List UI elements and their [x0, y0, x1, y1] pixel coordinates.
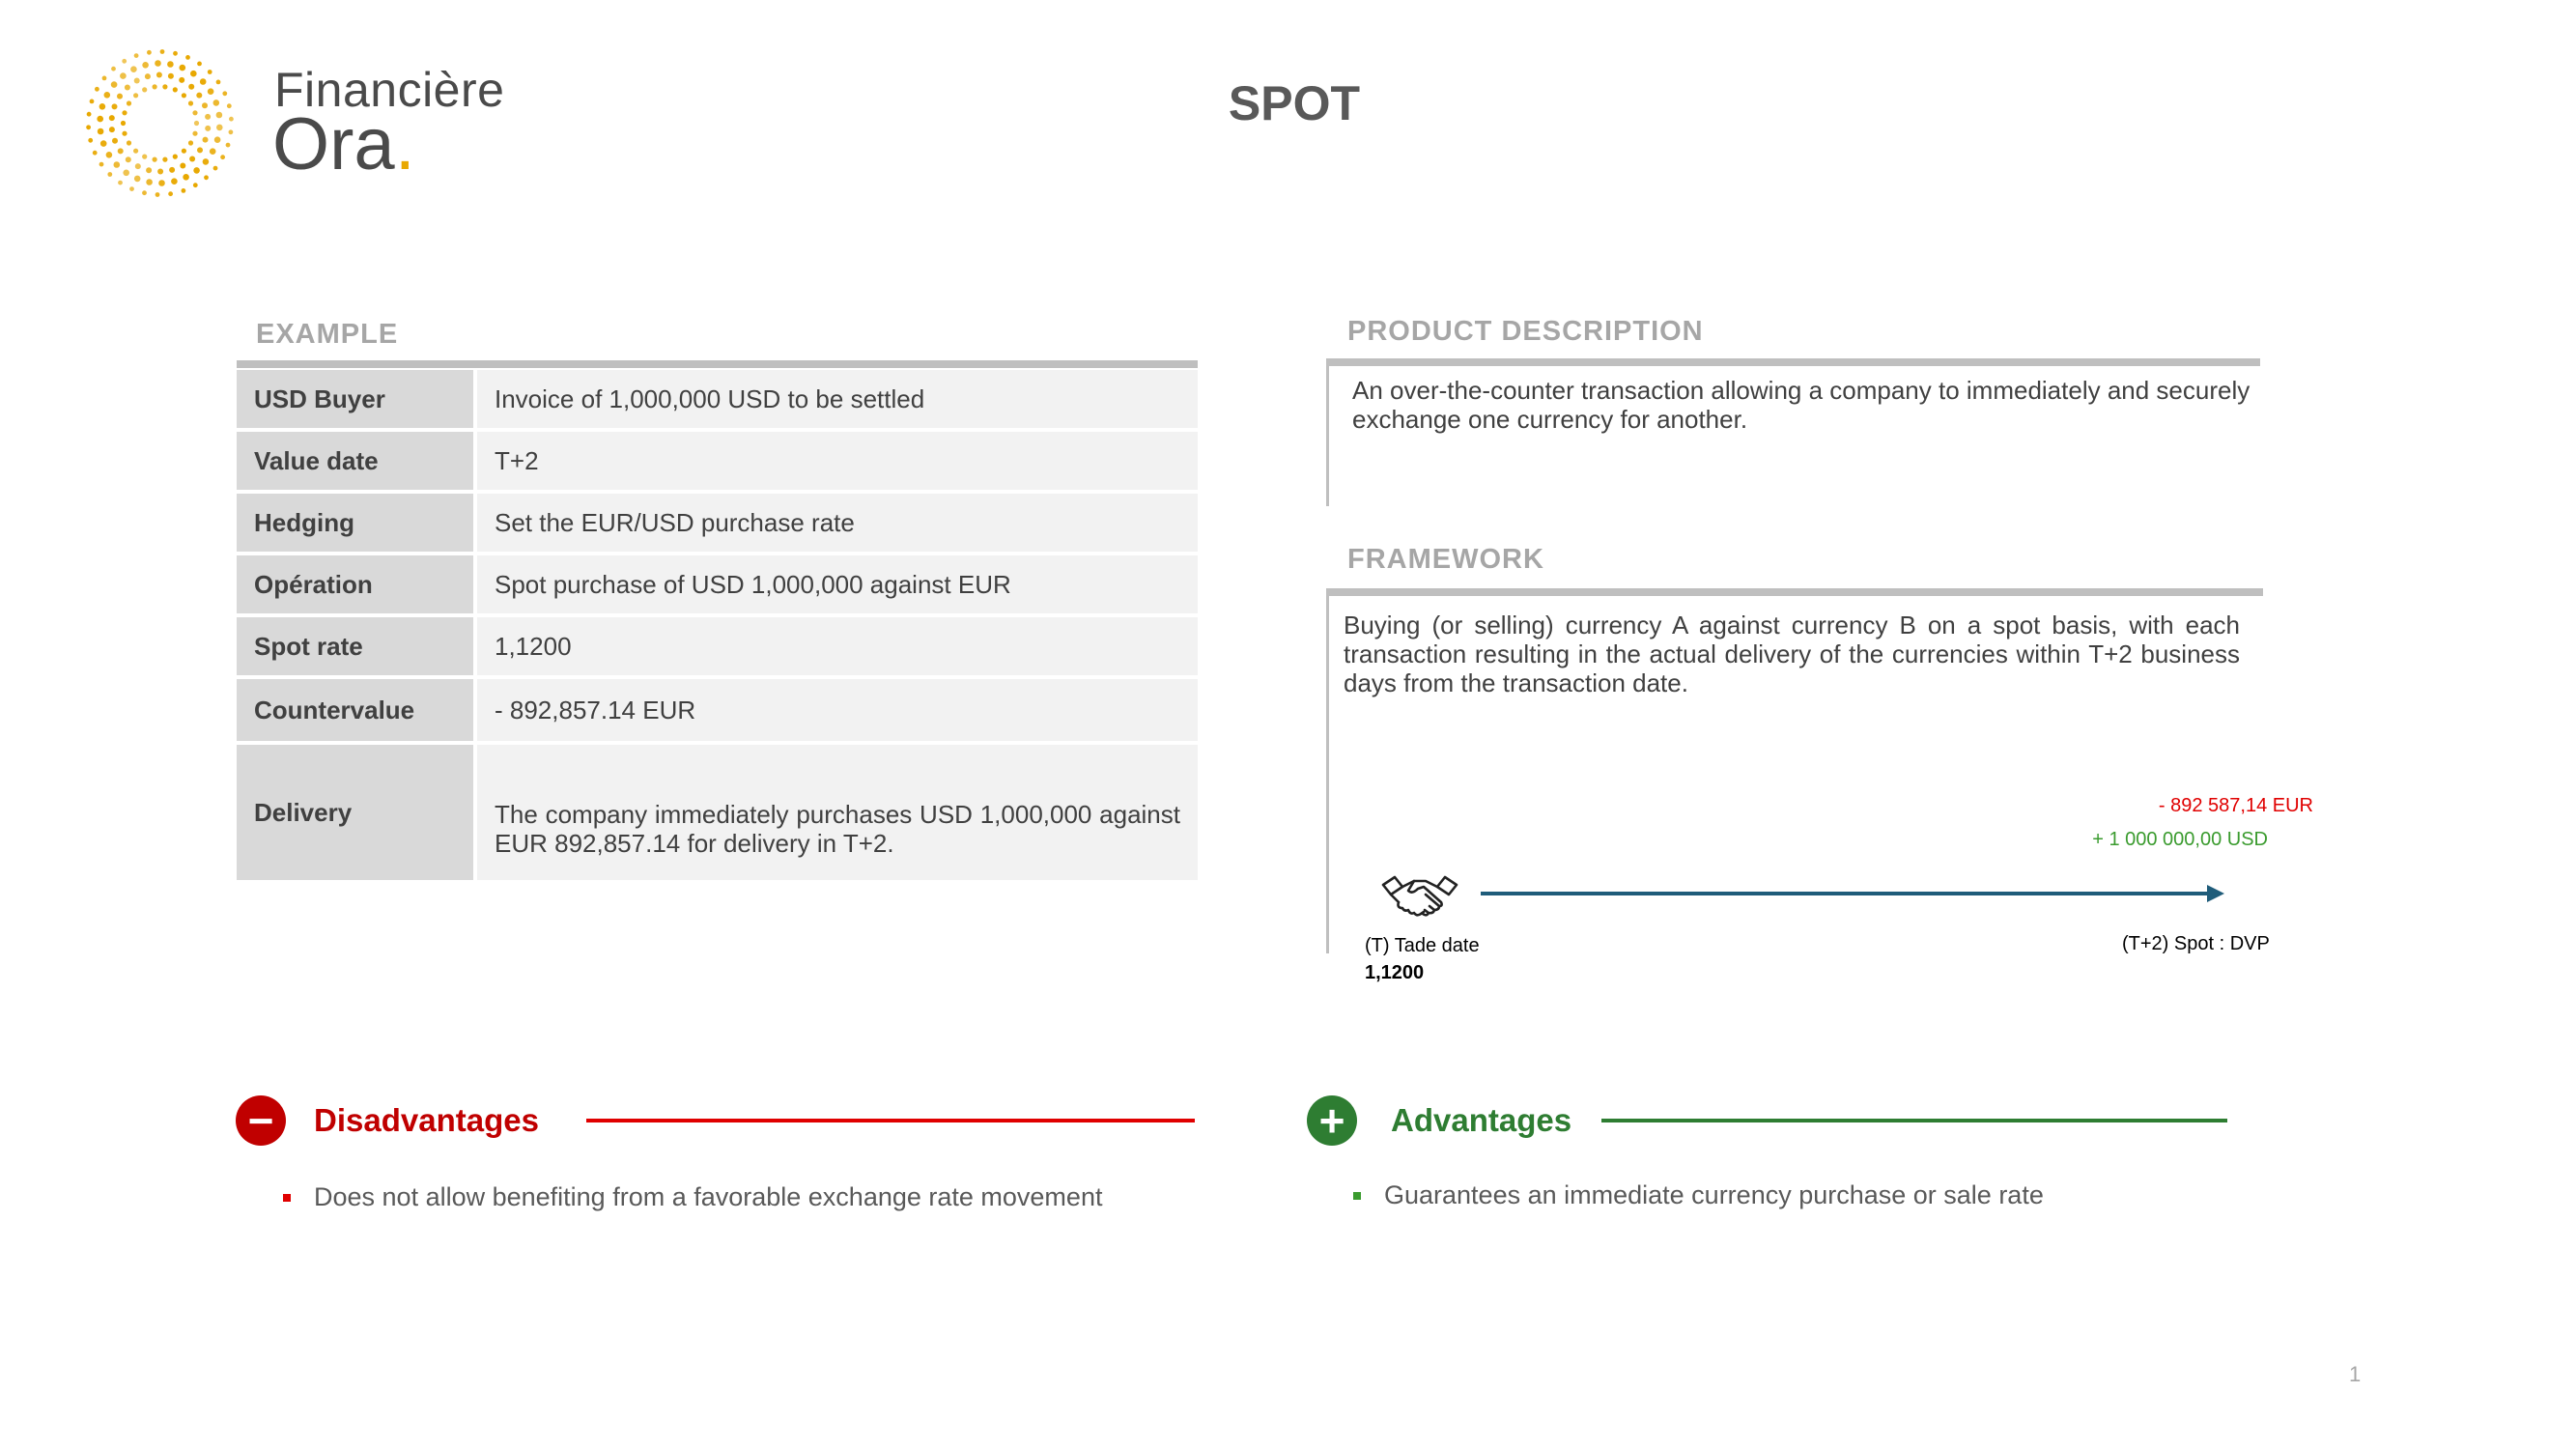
- timeline-start-rate: 1,1200: [1365, 962, 1425, 983]
- plus-icon: +: [1307, 1095, 1357, 1146]
- page-number: 1: [2349, 1362, 2362, 1386]
- handshake-icon: [1381, 869, 1458, 923]
- table-row: [237, 679, 1198, 741]
- timeline-debit-amount: - 892 587,14 EUR: [2158, 795, 2313, 816]
- bullet-icon: [283, 1194, 291, 1202]
- advantage-item: Guarantees an immediate currency purchase or sale rate: [1384, 1180, 2044, 1209]
- row-label: Spot rate: [237, 617, 473, 675]
- minus-icon: −: [236, 1095, 286, 1146]
- disadvantages-title: Disadvantages: [314, 1102, 539, 1138]
- row-label: Value date: [237, 432, 473, 490]
- timeline-credit-amount: + 1 000 000,00 USD: [2092, 829, 2268, 850]
- product-description-rule: [1326, 358, 2260, 366]
- row-label: Hedging: [237, 494, 473, 552]
- row-value: The company immediately purchases USD 1,000,000 against EUR 892,857.14 for delivery in T+2.: [477, 745, 1198, 880]
- table-row: [237, 494, 1198, 552]
- row-value: Spot purchase of USD 1,000,000 against EUR: [477, 555, 1198, 613]
- advantages-title: Advantages: [1391, 1102, 1572, 1138]
- table-row: [237, 370, 1198, 428]
- example-table: [237, 370, 1198, 884]
- framework-text: Buying (or selling) currency A against currency B on a spot basis, with each transaction resulting in the actual delivery of the currencies within T+2 business days from the transaction date.: [1344, 611, 2240, 697]
- table-row: [237, 432, 1198, 490]
- framework-rule: [1326, 588, 2263, 596]
- row-value: T+2: [477, 432, 1198, 490]
- brand-name-line1: Financière: [274, 63, 505, 117]
- product-description-text: An over-the-counter transaction allowing a company to immediately and securely exchange one currency for another.: [1352, 376, 2250, 434]
- example-heading-rule: [237, 360, 1198, 368]
- advantages-rule: [1601, 1119, 2227, 1122]
- row-label: USD Buyer: [237, 370, 473, 428]
- logo-sun-icon: [75, 39, 244, 208]
- framework-heading: FRAMEWORK: [1347, 544, 1544, 575]
- disadvantages-rule: [586, 1119, 1195, 1122]
- framework-side-rule: [1326, 596, 1329, 953]
- timeline-end-label: (T+2) Spot : DVP: [2122, 933, 2270, 954]
- timeline-start-label: (T) Tade date: [1365, 935, 1480, 956]
- page-title: SPOT: [1228, 76, 1361, 130]
- example-heading: EXAMPLE: [256, 319, 399, 350]
- row-label: Countervalue: [237, 679, 473, 741]
- row-value: 1,1200: [477, 617, 1198, 675]
- product-description-heading: PRODUCT DESCRIPTION: [1347, 316, 1704, 347]
- row-value: Invoice of 1,000,000 USD to be settled: [477, 370, 1198, 428]
- row-value: - 892,857.14 EUR: [477, 679, 1198, 741]
- brand-name-line2: [272, 103, 415, 185]
- table-row: [237, 555, 1198, 613]
- table-row: [237, 745, 1198, 880]
- disadvantage-item: Does not allow benefiting from a favorable exchange rate movement: [314, 1182, 1103, 1211]
- product-description-side-rule: [1326, 366, 1329, 506]
- row-label: Opération: [237, 555, 473, 613]
- timeline-arrow: [1481, 881, 2224, 906]
- row-value: Set the EUR/USD purchase rate: [477, 494, 1198, 552]
- brand-name-ora: Ora: [272, 103, 395, 185]
- bullet-icon: [1353, 1192, 1361, 1200]
- brand-dot: .: [394, 103, 415, 185]
- row-label: Delivery: [237, 745, 473, 880]
- table-row: [237, 617, 1198, 675]
